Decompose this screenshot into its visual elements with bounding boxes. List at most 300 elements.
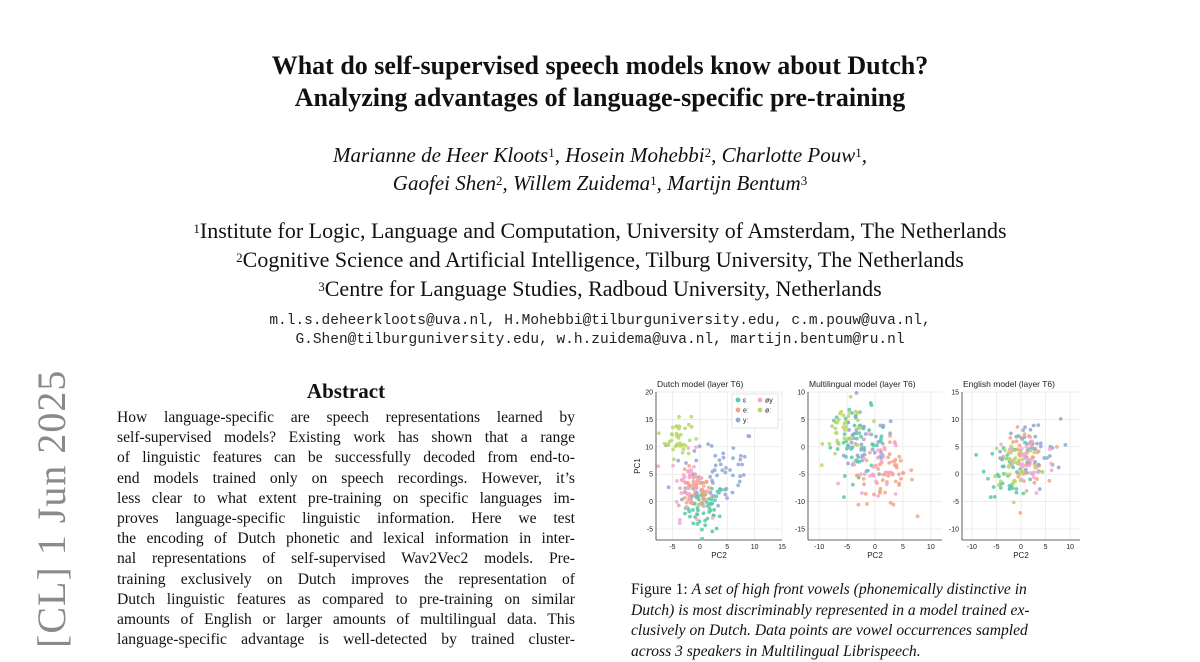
scatter-point — [698, 481, 702, 485]
x-tick-label: 0 — [698, 544, 702, 551]
legend-swatch — [736, 418, 741, 423]
scatter-point — [872, 493, 876, 497]
scatter-point — [879, 459, 883, 463]
legend-label: eː — [743, 408, 749, 415]
scatter-point — [1009, 431, 1013, 435]
scatter-point — [993, 495, 997, 499]
scatter-point — [844, 425, 848, 429]
scatter-point — [694, 494, 698, 498]
y-tick-label: 15 — [645, 417, 653, 424]
scatter-point — [874, 479, 878, 483]
scatter-point — [1011, 486, 1015, 490]
scatter-point — [864, 492, 868, 496]
scatter-point — [694, 437, 698, 441]
scatter-point — [995, 447, 999, 451]
caption-line: across 3 speakers in Multilingual Librispeech. — [631, 642, 1091, 662]
y-tick-label: 10 — [645, 444, 653, 451]
scatter-point — [687, 464, 691, 468]
scatter-point — [1036, 423, 1040, 427]
title-line-2: Analyzing advantages of language-specific pre-training — [0, 82, 1200, 114]
scatter-point — [1027, 464, 1031, 468]
scatter-point — [828, 442, 832, 446]
author-affil-sup: 1 — [855, 145, 862, 160]
y-tick-label: 5 — [955, 444, 959, 451]
scatter-point — [736, 463, 740, 467]
scatter-point — [707, 497, 711, 501]
scatter-point — [721, 451, 725, 455]
scatter-point — [1008, 472, 1012, 476]
scatter-point — [1036, 450, 1040, 454]
scatter-point — [1032, 470, 1036, 474]
scatter-point — [1033, 435, 1037, 439]
scatter-point — [1033, 447, 1037, 451]
x-tick-label: -5 — [993, 544, 999, 551]
scatter-point — [843, 432, 847, 436]
scatter-point — [1059, 417, 1063, 421]
affiliation-1 — [0, 216, 1200, 245]
scatter-point — [901, 471, 905, 475]
scatter-point — [872, 419, 876, 423]
scatter-point — [722, 456, 726, 460]
scatter-point — [719, 462, 723, 466]
scatter-point — [1032, 451, 1036, 455]
x-tick-label: 10 — [927, 544, 935, 551]
scatter-point — [671, 448, 675, 452]
affil-text: Institute for Logic, Language and Computation, University of Amsterdam, The Netherlands — [200, 218, 1007, 243]
scatter-point — [1021, 428, 1025, 432]
scatter-point — [738, 480, 742, 484]
scatter-point — [881, 478, 885, 482]
scatter-point — [1001, 465, 1005, 469]
scatter-point — [1008, 457, 1012, 461]
scatter-point — [1008, 436, 1012, 440]
scatter-point — [677, 504, 681, 508]
scatter-point — [698, 444, 702, 448]
author-sep: , — [555, 143, 566, 167]
scatter-point — [686, 493, 690, 497]
abstract-line: language-specific advantage is well-detected by trained cluster- — [117, 630, 575, 650]
scatter-point — [681, 477, 685, 481]
scatter-point — [894, 444, 898, 448]
scatter-point — [820, 463, 824, 467]
x-tick-label: -5 — [844, 544, 850, 551]
abstract-line: self-supervised models? Existing work has shown that a range — [117, 428, 575, 448]
scatter-point — [700, 528, 704, 532]
scatter-point — [875, 443, 879, 447]
scatter-point — [680, 498, 684, 502]
scatter-point — [681, 451, 685, 455]
scatter-point — [863, 472, 867, 476]
scatter-point — [725, 496, 729, 500]
scatter-point — [678, 521, 682, 525]
affil-sup: 1 — [193, 221, 200, 236]
scatter-point — [986, 477, 990, 481]
panel-title: Multilingual model (layer T6) — [809, 379, 916, 389]
scatter-point — [675, 432, 679, 436]
scatter-point — [671, 464, 675, 468]
scatter-point — [717, 491, 721, 495]
author-name: Gaofei Shen — [393, 171, 496, 195]
scatter-point — [713, 454, 717, 458]
scatter-point — [675, 444, 679, 448]
scatter-point — [974, 453, 978, 457]
scatter-point — [854, 410, 858, 414]
author-affil-sup: 2 — [705, 145, 712, 160]
scatter-point — [862, 438, 866, 442]
abstract-line: Dutch linguistic features as compared to pre-training on similar — [117, 590, 575, 610]
y-tick-label: 10 — [951, 417, 959, 424]
scatter-point — [688, 515, 692, 519]
email-list — [0, 312, 1200, 350]
x-tick-label: -10 — [967, 544, 977, 551]
scatter-point — [702, 484, 706, 488]
scatter-point — [836, 447, 840, 451]
scatter-point — [1028, 478, 1032, 482]
scatter-point — [889, 419, 893, 423]
scatter-point — [828, 446, 832, 450]
figure-1-scatter-panels — [628, 374, 1088, 564]
scatter-point — [728, 468, 732, 472]
scatter-point — [682, 473, 686, 477]
scatter-point — [663, 442, 667, 446]
legend-label: øy — [765, 398, 773, 405]
x-tick-label: -10 — [814, 544, 824, 551]
scatter-point — [720, 468, 724, 472]
scatter-point — [709, 509, 713, 513]
scatter-point — [830, 424, 834, 428]
scatter-point — [692, 449, 696, 453]
scatter-point — [897, 483, 901, 487]
scatter-point — [692, 465, 696, 469]
scatter-point — [1028, 458, 1032, 462]
y-tick-label: -5 — [799, 472, 805, 479]
paper-title — [0, 50, 1200, 114]
scatter-point — [695, 517, 699, 521]
scatter-point — [843, 474, 847, 478]
scatter-point — [910, 478, 914, 482]
x-tick-label: 10 — [1066, 544, 1074, 551]
scatter-point — [718, 487, 722, 491]
scatter-point — [678, 441, 682, 445]
scatter-point — [695, 506, 699, 510]
scatter-point — [862, 457, 866, 461]
x-tick-label: -5 — [669, 544, 675, 551]
email-line-2[interactable]: G.Shen@tilburguniversity.edu, w.h.zuidema@uva.nl, martijn.bentum@ru.nl — [0, 331, 1200, 350]
scatter-point — [1035, 442, 1039, 446]
scatter-point — [687, 423, 691, 427]
scatter-point — [998, 456, 1002, 460]
scatter-point — [856, 454, 860, 458]
abstract-line: proves language-specific linguistic information. Here we test — [117, 509, 575, 529]
scatter-point — [743, 455, 747, 459]
scatter-point — [677, 415, 681, 419]
scatter-point — [1028, 449, 1032, 453]
scatter-point — [850, 441, 854, 445]
scatter-point — [718, 458, 722, 462]
author-name: Marianne de Heer Kloots — [333, 143, 548, 167]
scatter-point — [899, 477, 903, 481]
abstract-line: How language-specific are speech representations learned by — [117, 408, 575, 428]
scatter-point — [724, 487, 728, 491]
scatter-point — [1016, 425, 1020, 429]
scatter-point — [683, 426, 687, 430]
scatter-point — [1063, 443, 1067, 447]
scatter-point — [731, 456, 735, 460]
scatter-point — [1040, 470, 1044, 474]
scatter-point — [1032, 424, 1036, 428]
scatter-point — [1029, 443, 1033, 447]
scatter-point — [888, 440, 892, 444]
affil-text: Centre for Language Studies, Radboud University, Netherlands — [325, 276, 882, 301]
scatter-point — [842, 413, 846, 417]
scatter-point — [676, 459, 680, 463]
y-tick-label: 5 — [801, 417, 805, 424]
scatter-point — [1012, 460, 1016, 464]
scatter-point — [1009, 444, 1013, 448]
scatter-point — [881, 455, 885, 459]
scatter-point — [833, 452, 837, 456]
scatter-point — [685, 505, 689, 509]
scatter-point — [847, 414, 851, 418]
scatter-point — [1012, 500, 1016, 504]
y-tick-label: 0 — [649, 499, 653, 506]
scatter-point — [715, 527, 719, 531]
scatter-point — [713, 498, 717, 502]
scatter-point — [671, 426, 675, 430]
scatter-point — [895, 466, 899, 470]
abstract-line: less clear to what extent pre-training on specific languages im- — [117, 489, 575, 509]
scatter-point — [678, 486, 682, 490]
scatter-point — [897, 472, 901, 476]
author-list — [0, 141, 1200, 197]
affil-text: Cognitive Science and Artificial Intelligence, Tilburg University, The Netherlands — [243, 247, 964, 272]
scatter-point — [843, 428, 847, 432]
author-sep: , — [503, 171, 514, 195]
scatter-point — [867, 428, 871, 432]
scatter-point — [888, 452, 892, 456]
scatter-point — [697, 503, 701, 507]
y-axis-label: PC1 — [633, 458, 642, 474]
scatter-point — [849, 395, 853, 399]
x-tick-label: 10 — [751, 544, 759, 551]
scatter-point — [1022, 452, 1026, 456]
affil-sup: 3 — [318, 279, 325, 294]
scatter-point — [999, 443, 1003, 447]
scatter-point — [876, 456, 880, 460]
scatter-point — [690, 495, 694, 499]
scatter-point — [879, 437, 883, 441]
scatter-point — [857, 503, 861, 507]
scatter-point — [682, 447, 686, 451]
scatter-point — [702, 511, 706, 515]
figure-caption — [631, 580, 1091, 662]
y-tick-label: 0 — [955, 472, 959, 479]
author-sep: , — [711, 143, 722, 167]
legend-swatch — [736, 398, 741, 403]
scatter-point — [694, 459, 698, 463]
scatter-point — [999, 479, 1003, 483]
scatter-point — [718, 514, 722, 518]
scatter-point — [724, 466, 728, 470]
affil-sup: 2 — [236, 250, 243, 265]
scatter-point — [695, 512, 699, 516]
scatter-point — [680, 491, 684, 495]
scatter-point — [1011, 448, 1015, 452]
scatter-point — [835, 431, 839, 435]
scatter-point — [1055, 445, 1059, 449]
scatter-point — [865, 502, 869, 506]
scatter-point — [688, 499, 692, 503]
scatter-point — [1033, 460, 1037, 464]
scatter-point — [1008, 484, 1012, 488]
scatter-point — [1007, 451, 1011, 455]
y-tick-label: 20 — [645, 390, 653, 397]
scatter-point — [871, 447, 875, 451]
scatter-point — [877, 472, 881, 476]
author-affil-sup: 1 — [548, 145, 555, 160]
scatter-point — [683, 512, 687, 516]
scatter-point — [1016, 460, 1020, 464]
y-tick-label: -5 — [953, 499, 959, 506]
scatter-point — [890, 460, 894, 464]
scatter-point — [881, 442, 885, 446]
scatter-point — [739, 454, 743, 458]
scatter-point — [856, 418, 860, 422]
scatter-point — [989, 495, 993, 499]
caption-line: Dutch) is most discriminably represented in a model trained ex- — [631, 601, 1091, 622]
legend-swatch — [736, 408, 741, 413]
scatter-point — [870, 403, 874, 407]
scatter-point — [1048, 447, 1052, 451]
scatter-point — [1057, 466, 1061, 470]
scatter-point — [694, 480, 698, 484]
scatter-point — [723, 471, 727, 475]
scatter-point — [860, 491, 864, 495]
author-name: Martijn Bentum — [667, 171, 801, 195]
scatter-point — [870, 442, 874, 446]
y-tick-label: 15 — [951, 390, 959, 397]
scatter-point — [712, 508, 716, 512]
scatter-point — [1003, 448, 1007, 452]
scatter-point — [1017, 473, 1021, 477]
scatter-point — [711, 516, 715, 520]
scatter-point — [873, 451, 877, 455]
scatter-point — [657, 431, 661, 435]
x-tick-label: 5 — [1044, 544, 1048, 551]
scatter-point — [1014, 435, 1018, 439]
scatter-point — [712, 494, 716, 498]
y-tick-label: -10 — [949, 527, 959, 534]
author-affil-sup: 2 — [496, 173, 503, 188]
email-line-1[interactable]: m.l.s.deheerkloots@uva.nl, H.Mohebbi@tilburguniversity.edu, c.m.pouw@uva.nl, — [0, 312, 1200, 331]
scatter-point — [850, 455, 854, 459]
scatter-point — [675, 500, 679, 504]
scatter-point — [700, 537, 704, 541]
scatter-point — [855, 474, 859, 478]
x-tick-label: 0 — [1019, 544, 1023, 551]
scatter-point — [851, 483, 855, 487]
scatter-point — [916, 514, 920, 518]
scatter-point — [670, 439, 674, 443]
scatter-point — [714, 463, 718, 467]
scatter-point — [851, 445, 855, 449]
scatter-point — [847, 428, 851, 432]
affiliation-3 — [0, 274, 1200, 303]
scatter-point — [667, 485, 671, 489]
scatter-point — [710, 501, 714, 505]
scatter-point — [698, 477, 702, 481]
scatter-point — [888, 431, 892, 435]
abstract-body — [117, 408, 575, 650]
scatter-point — [846, 462, 850, 466]
scatter-point — [1038, 487, 1042, 491]
scatter-point — [738, 474, 742, 478]
scatter-point — [874, 435, 878, 439]
scatter-point — [844, 420, 848, 424]
scatter-point — [894, 492, 898, 496]
scatter-point — [710, 444, 714, 448]
abstract-line: end models trained only on speech recordings. However, it’s — [117, 469, 575, 489]
author-sep: , — [862, 143, 867, 167]
scatter-point — [689, 415, 693, 419]
scatter-point — [1018, 444, 1022, 448]
scatter-point — [708, 475, 712, 479]
scatter-point — [899, 459, 903, 463]
scatter-point — [883, 448, 887, 452]
scatter-point — [684, 461, 688, 465]
scatter-point — [1047, 479, 1051, 483]
scatter-point — [849, 437, 853, 441]
abstract-line: training exclusively on Dutch improves the representation of — [117, 570, 575, 590]
author-name: Charlotte Pouw — [722, 143, 856, 167]
scatter-point — [863, 453, 867, 457]
scatter-point — [993, 474, 997, 478]
legend-label: øː — [765, 408, 771, 415]
scatter-point — [878, 491, 882, 495]
x-axis-label: PC2 — [711, 551, 727, 560]
scatter-point — [997, 483, 1001, 487]
scatter-point — [704, 479, 708, 483]
scatter-point — [842, 454, 846, 458]
scatter-point — [859, 472, 863, 476]
abstract-heading: Abstract — [117, 379, 575, 404]
author-name: Willem Zuidema — [513, 171, 650, 195]
scatter-point — [1029, 428, 1033, 432]
scatter-point — [703, 523, 707, 527]
scatter-point — [885, 482, 889, 486]
caption-line — [631, 580, 1091, 601]
author-line-1 — [0, 141, 1200, 169]
scatter-point — [693, 475, 697, 479]
scatter-point — [858, 426, 862, 430]
scatter-point — [691, 508, 695, 512]
scatter-point — [834, 427, 838, 431]
x-axis-label: PC2 — [1013, 551, 1029, 560]
scatter-point — [1015, 439, 1019, 443]
scatter-point — [702, 504, 706, 508]
x-tick-label: 5 — [901, 544, 905, 551]
scatter-point — [1025, 489, 1029, 493]
arxiv-stamp: [CL] 1 Jun 2025 — [28, 370, 75, 648]
scatter-point — [675, 479, 679, 483]
scatter-point — [700, 488, 704, 492]
scatter-point — [1050, 468, 1054, 472]
scatter-point — [854, 431, 858, 435]
y-tick-label: 0 — [801, 444, 805, 451]
scatter-point — [1011, 440, 1015, 444]
scatter-point — [687, 452, 691, 456]
scatter-point — [851, 433, 855, 437]
